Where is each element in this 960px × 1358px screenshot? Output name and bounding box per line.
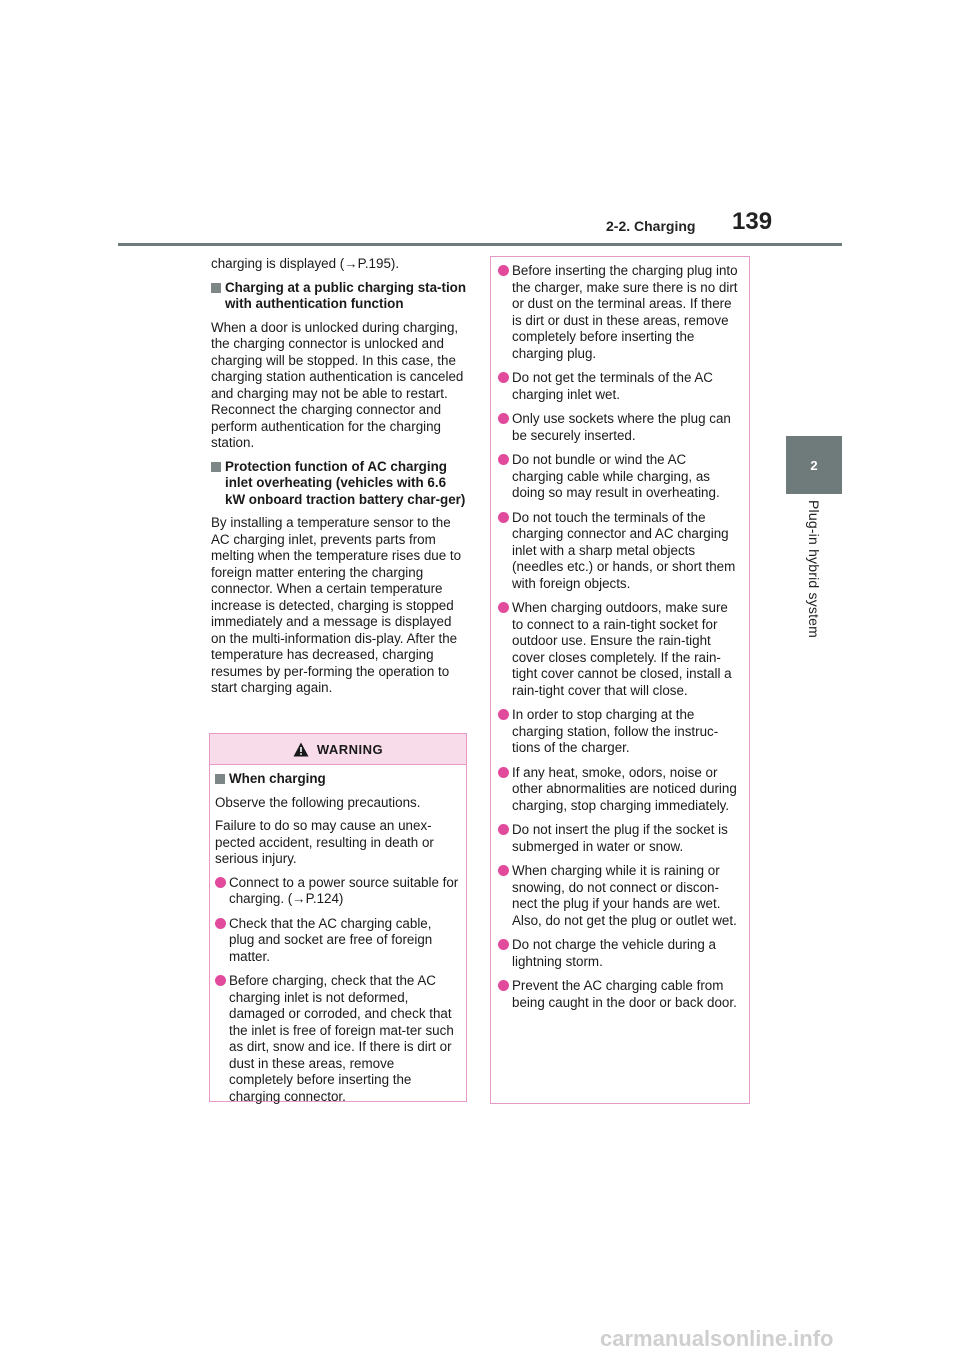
chapter-title-text: Plug-in hybrid system [806, 500, 822, 639]
bullet-dot-icon [215, 918, 226, 929]
section-title: 2-2. Charging [606, 218, 696, 234]
warning-bullet [498, 370, 739, 403]
section-heading [211, 280, 467, 313]
warning-subheading-text: When charging [229, 771, 326, 786]
warning-bullet [215, 916, 460, 966]
warning-continued-box [490, 256, 750, 1104]
warning-subheading [215, 771, 460, 788]
warning-continued-body [491, 257, 749, 1011]
warning-header [210, 734, 466, 765]
bullet-dot-icon [498, 824, 509, 835]
bullet-text: Do not insert the plug if the socket is submerged in water or snow. [512, 822, 728, 854]
bullet-text: Do not charge the vehicle during a lightning storm. [512, 937, 716, 969]
bullet-dot-icon [498, 454, 509, 465]
bullet-text: Check that the AC charging cable, plug and socket are free of foreign matter. [229, 915, 433, 964]
warning-bullet [498, 707, 739, 757]
warning-bullet [215, 875, 460, 908]
bullet-text: Only use sockets where the plug can be securely inserted. [512, 411, 731, 443]
warning-triangle-icon [293, 742, 309, 757]
warning-bullet [498, 863, 739, 929]
warning-paragraph: Observe the following precautions. [215, 794, 421, 810]
page-number: 139 [732, 208, 773, 235]
bullet-dot-icon [498, 372, 509, 383]
square-bullet-icon [211, 283, 221, 293]
bullet-text: When charging while it is raining or snowing, do not connect or discon-nect the plug if your hands are wet. Also, do not get the plug or outlet wet. [512, 863, 737, 928]
bullet-text: Before inserting the charging plug into the charger, make sure there is no dirt or dust on the terminal areas. If there is dirt or dust in these areas, remove completely before inserting the charging plug. [512, 263, 738, 361]
bullet-text: Do not touch the terminals of the charging connector and AC charging inlet with a sharp metal objects (needles etc.) or hands, or short them with foreign objects. [512, 509, 736, 591]
bullet-text: In order to stop charging at the charging station, follow the instruc-tions of the charger. [512, 707, 719, 755]
intro-text: charging is displayed (→P.195). [211, 256, 400, 271]
warning-body [210, 765, 466, 1105]
header-divider [118, 243, 842, 246]
warning-bullet [498, 600, 739, 699]
square-bullet-icon [215, 774, 225, 784]
warning-box [209, 733, 467, 1102]
bullet-dot-icon [215, 975, 226, 986]
warning-bullet [498, 822, 739, 855]
left-column [211, 256, 467, 704]
section-heading-text: Protection function of AC charging inlet overheating (vehicles with 6.6 kW onboard traction battery char-ger) [225, 458, 466, 507]
bullet-dot-icon [498, 602, 509, 613]
bullet-dot-icon [498, 767, 509, 778]
warning-bullet [215, 973, 460, 1105]
section-body: By installing a temperature sensor to the AC charging inlet, prevents parts from melting when the temperature rises due to foreign matter entering the charging connector. When a certain temperature increase is detected, charging is stopped immediately and a message is displayed on the multi-information dis-play. After the temperature has decreased, charging resumes by per-forming the operation to start charging again. [211, 515, 462, 695]
warning-bullet [498, 765, 739, 815]
warning-paragraph: Failure to do so may cause an unex-pected accident, resulting in death or serious injury. [215, 818, 434, 866]
bullet-dot-icon [498, 413, 509, 424]
warning-bullet [498, 411, 739, 444]
bullet-text: Do not get the terminals of the AC charging inlet wet. [512, 370, 713, 402]
chapter-tab: 2 [786, 436, 842, 494]
chapter-title [786, 500, 842, 700]
warning-title: WARNING [316, 741, 384, 757]
bullet-text: Connect to a power source suitable for charging. (→P.124) [229, 874, 459, 906]
bullet-dot-icon [498, 865, 509, 876]
bullet-dot-icon [498, 512, 509, 523]
bullet-dot-icon [498, 980, 509, 991]
bullet-dot-icon [498, 709, 509, 720]
warning-bullet [498, 978, 739, 1011]
bullet-dot-icon [498, 265, 509, 276]
warning-bullet [498, 263, 739, 362]
bullet-text: When charging outdoors, make sure to connect to a rain-tight socket for outdoor use. Ensure the rain-tight cover closes completely. If the rain-tight cover cannot be closed, install a rain-tight cover that will close. [512, 600, 732, 698]
bullet-text: Do not bundle or wind the AC charging cable while charging, as doing so may result in overheating. [512, 452, 720, 500]
bullet-dot-icon [498, 939, 509, 950]
warning-bullet [498, 452, 739, 502]
warning-bullet [498, 937, 739, 970]
watermark: carmanualsonline.info [600, 1326, 834, 1351]
section-body: When a door is unlocked during charging, the charging connector is unlocked and charging will be stopped. In this case, the charging station authentication is canceled and charging may not be able to restart. Reconnect the charging connector and perform authentication for the charging station. [211, 319, 464, 450]
bullet-text: Before charging, check that the AC charging inlet is not deformed, damaged or corroded, and check that the inlet is free of foreign mat-ter such as dirt, snow and ice. If there is dirt or dust in these areas, remove completely before inserting the charging connector. [229, 973, 454, 1104]
section-heading [211, 459, 467, 509]
bullet-text: Prevent the AC charging cable from being caught in the door or back door. [512, 978, 737, 1010]
warning-bullet [498, 510, 739, 593]
bullet-dot-icon [215, 877, 226, 888]
bullet-text: If any heat, smoke, odors, noise or other abnormalities are noticed during charging, stop charging immediately. [512, 764, 737, 813]
square-bullet-icon [211, 462, 221, 472]
section-heading-text: Charging at a public charging sta-tion with authentication function [225, 279, 467, 311]
